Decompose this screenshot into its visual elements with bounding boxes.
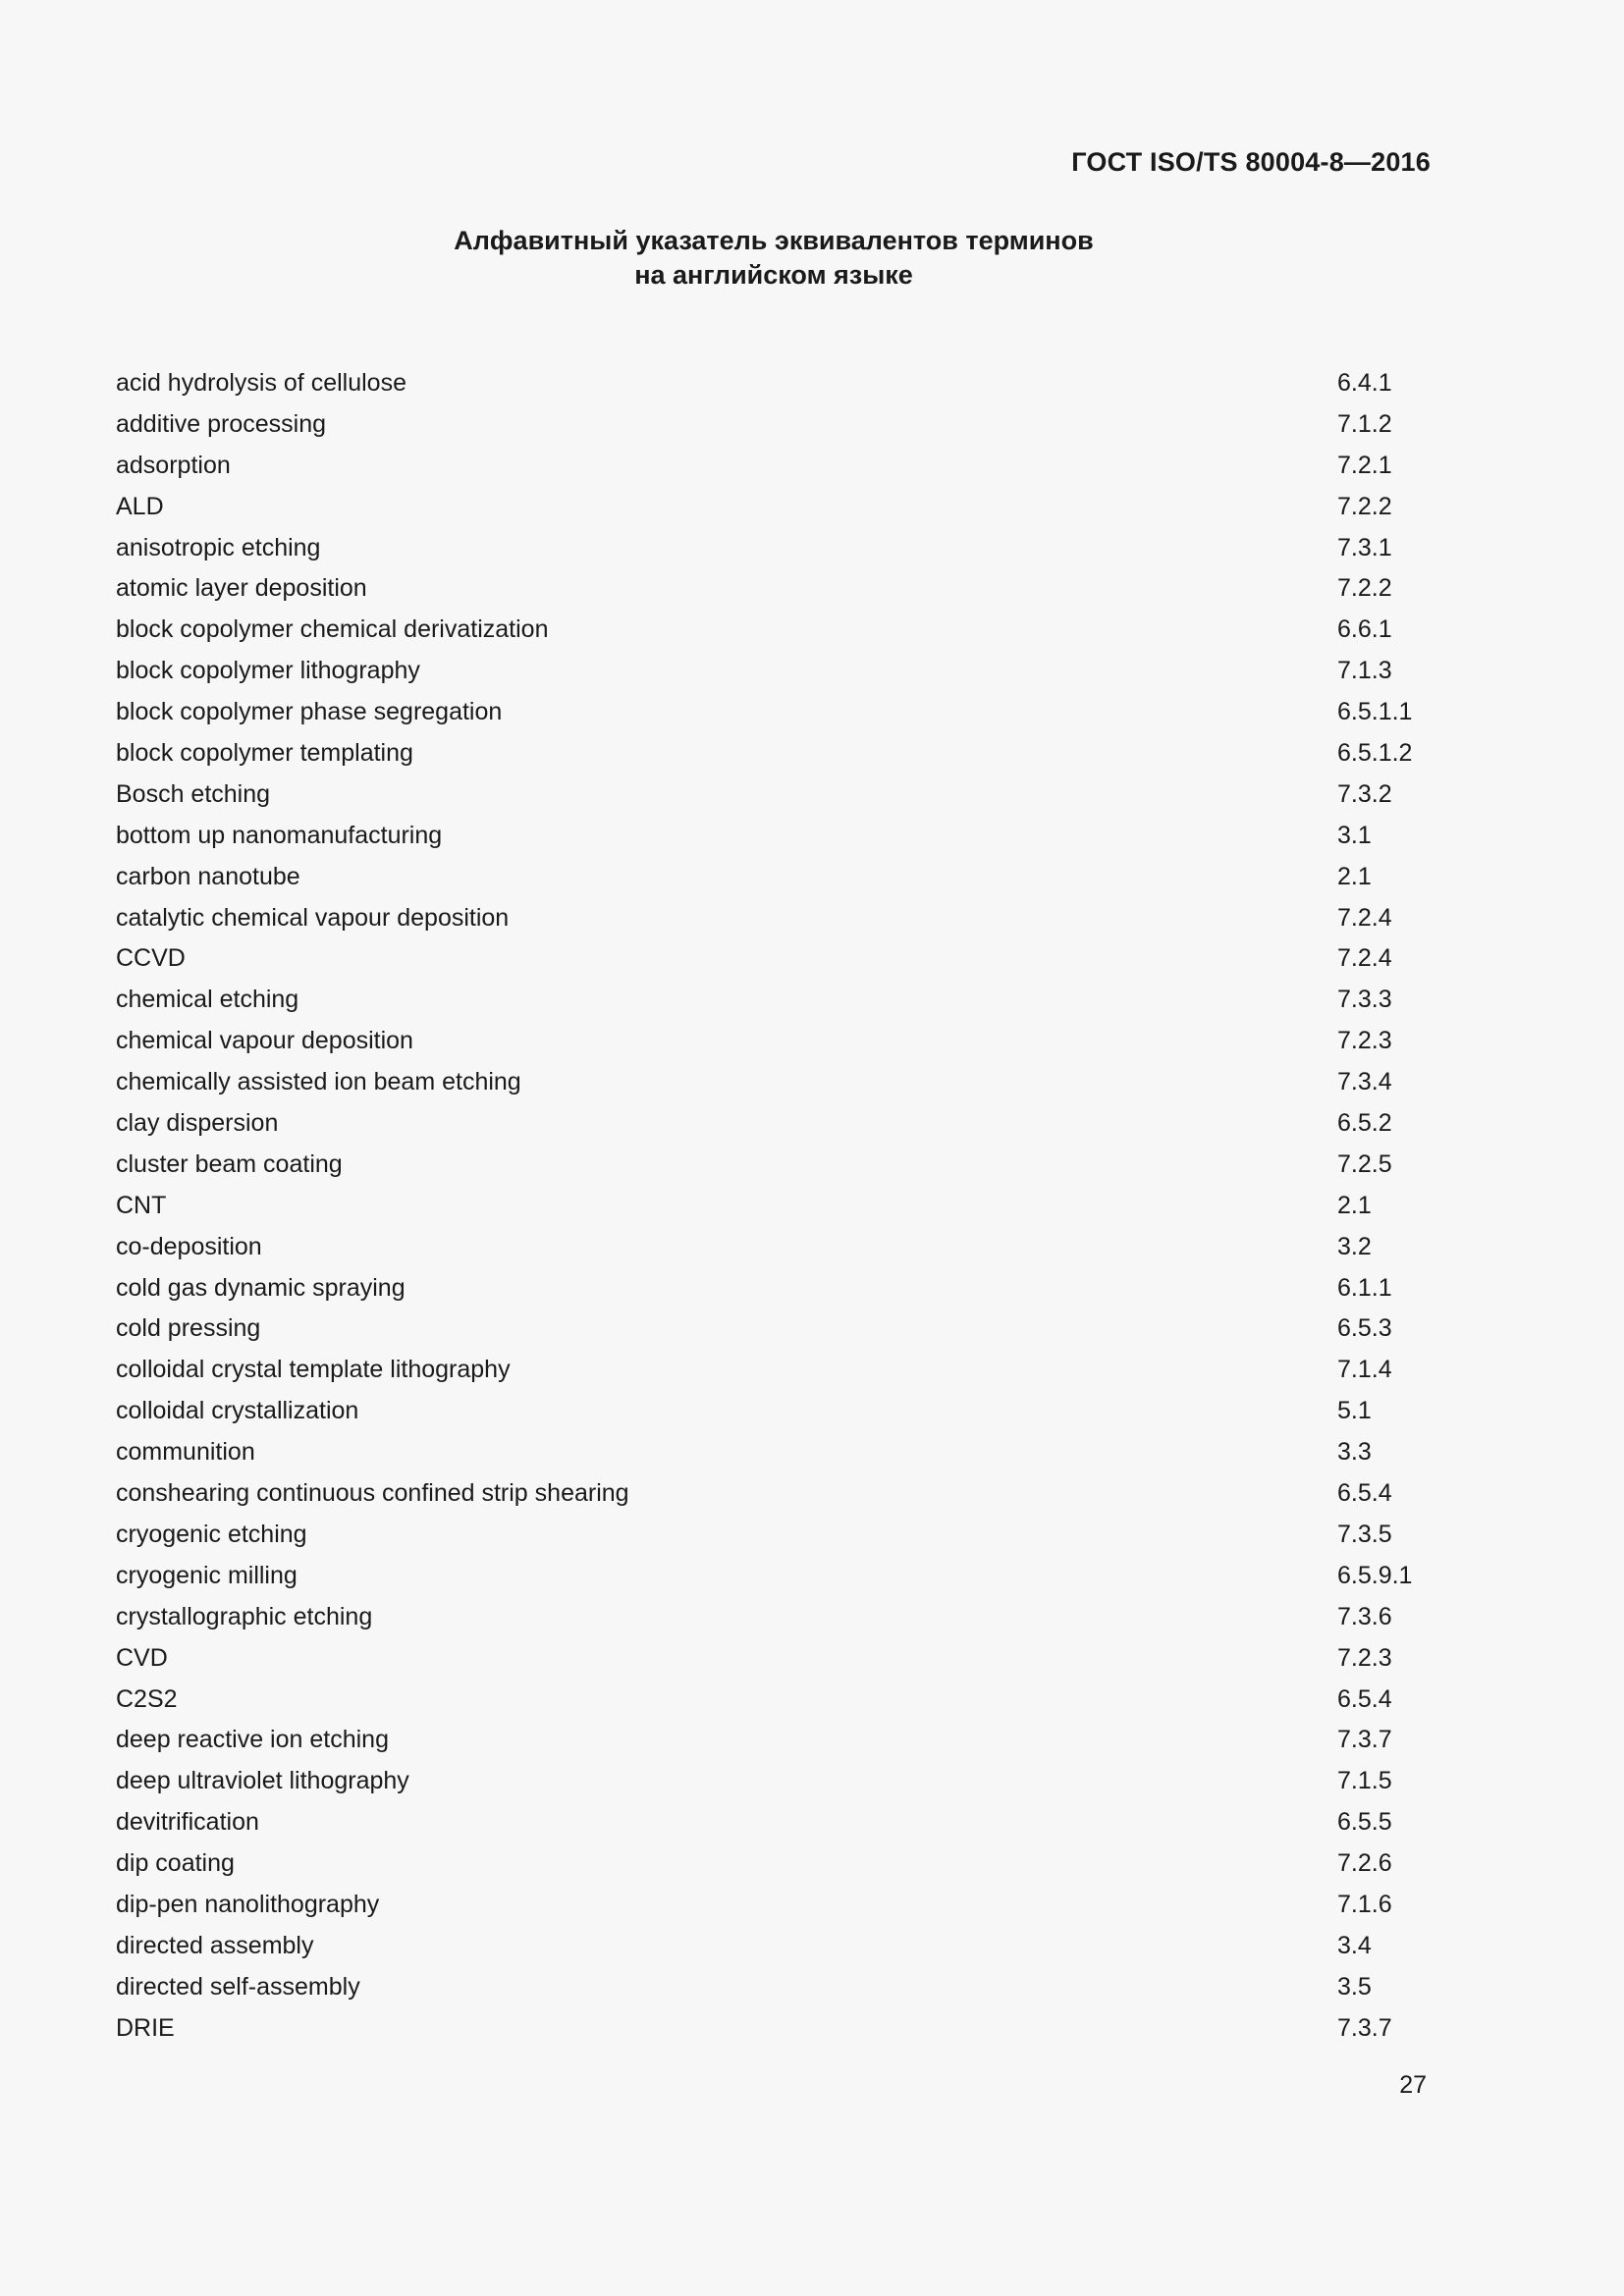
index-term: devitrification <box>116 1808 259 1837</box>
index-title <box>0 224 1547 293</box>
index-section-ref: 7.3.4 <box>1337 1068 1392 1096</box>
index-section-ref: 3.4 <box>1337 1931 1372 1959</box>
index-section-ref: 7.3.1 <box>1337 533 1392 561</box>
index-section-ref: 6.5.3 <box>1337 1314 1392 1343</box>
index-entry <box>116 1720 1432 1761</box>
index-section-ref: 7.2.1 <box>1337 451 1392 479</box>
index-entry <box>116 1308 1432 1350</box>
index-entry <box>116 980 1432 1021</box>
index-entry <box>116 733 1432 774</box>
index-section-ref: 7.2.2 <box>1337 492 1392 520</box>
index-section-ref: 7.2.5 <box>1337 1149 1392 1178</box>
index-entry <box>116 1680 1432 1721</box>
index-term: atomic layer deposition <box>116 574 367 603</box>
index-term: cryogenic milling <box>116 1561 298 1589</box>
index-term: ALD <box>116 492 164 520</box>
index-section-ref: 7.2.4 <box>1337 944 1392 973</box>
index-entry <box>116 528 1432 569</box>
index-term: catalytic chemical vapour deposition <box>116 903 510 932</box>
index-entry <box>116 1967 1432 2008</box>
index-entry <box>116 1186 1432 1227</box>
index-term: chemically assisted ion beam etching <box>116 1068 521 1096</box>
index-section-ref: 6.6.1 <box>1337 615 1392 644</box>
index-term: cryogenic etching <box>116 1520 307 1548</box>
document-code: ГОСТ ISO/TS 80004-8—2016 <box>1071 147 1431 177</box>
index-section-ref: 7.3.3 <box>1337 986 1392 1014</box>
index-entry <box>116 1227 1432 1268</box>
index-entry <box>116 1638 1432 1680</box>
index-section-ref: 2.1 <box>1337 1191 1372 1219</box>
index-section-ref: 7.3.5 <box>1337 1520 1392 1548</box>
index-section-ref: 7.1.4 <box>1337 1356 1392 1384</box>
index-section-ref: 6.1.1 <box>1337 1273 1392 1302</box>
index-entry <box>116 610 1432 651</box>
index-section-ref: 6.5.4 <box>1337 1684 1392 1713</box>
index-entry <box>116 1885 1432 1926</box>
index-title-line-1: Алфавитный указатель эквивалентов терминов <box>454 226 1094 255</box>
index-term: cluster beam coating <box>116 1149 343 1178</box>
index-term: adsorption <box>116 451 231 479</box>
index-section-ref: 7.1.6 <box>1337 1890 1392 1918</box>
index-entry <box>116 1802 1432 1843</box>
index-term: conshearing continuous confined strip shearing <box>116 1479 629 1508</box>
index-section-ref: 6.5.2 <box>1337 1109 1392 1138</box>
index-term: bottom up nanomanufacturing <box>116 821 443 849</box>
index-term: communition <box>116 1438 255 1467</box>
index-entry <box>116 404 1432 446</box>
index-term: dip coating <box>116 1849 235 1878</box>
index-term: dip-pen nanolithography <box>116 1890 380 1918</box>
index-entry <box>116 1268 1432 1309</box>
index-entry <box>116 1432 1432 1473</box>
index-term: directed assembly <box>116 1931 314 1959</box>
index-term: DRIE <box>116 2013 175 2042</box>
index-entry <box>116 692 1432 733</box>
index-entry <box>116 1761 1432 1802</box>
index-section-ref: 3.3 <box>1337 1438 1372 1467</box>
index-term: acid hydrolysis of cellulose <box>116 369 406 397</box>
index-entry <box>116 568 1432 610</box>
index-term: cold pressing <box>116 1314 261 1343</box>
index-term: block copolymer chemical derivatization <box>116 615 549 644</box>
index-entry <box>116 1103 1432 1145</box>
index-section-ref: 7.2.3 <box>1337 1643 1392 1672</box>
index-term: carbon nanotube <box>116 862 300 890</box>
index-term: directed self-assembly <box>116 1972 360 2001</box>
index-entry <box>116 1391 1432 1432</box>
index-section-ref: 7.3.2 <box>1337 779 1392 808</box>
index-term: crystallographic etching <box>116 1602 373 1630</box>
index-section-ref: 7.1.2 <box>1337 409 1392 438</box>
index-entry <box>116 1473 1432 1515</box>
index-section-ref: 7.2.4 <box>1337 903 1392 932</box>
page-number: 27 <box>1399 2071 1427 2099</box>
index-term: block copolymer templating <box>116 739 413 768</box>
index-section-ref: 6.5.5 <box>1337 1808 1392 1837</box>
index-term: block copolymer phase segregation <box>116 698 503 726</box>
index-term: additive processing <box>116 409 327 438</box>
index-entry <box>116 1926 1432 1967</box>
index-entry <box>116 1145 1432 1186</box>
index-section-ref: 3.2 <box>1337 1232 1372 1260</box>
index-entry <box>116 487 1432 528</box>
index-term: chemical vapour deposition <box>116 1027 413 1055</box>
index-section-ref: 5.1 <box>1337 1397 1372 1425</box>
index-term: clay dispersion <box>116 1109 279 1138</box>
index-entry <box>116 363 1432 404</box>
index-entry <box>116 774 1432 816</box>
index-entry <box>116 1350 1432 1391</box>
index-entry <box>116 2008 1432 2050</box>
index-term: co-deposition <box>116 1232 262 1260</box>
index-term: CNT <box>116 1191 167 1219</box>
index-entry <box>116 1515 1432 1556</box>
index-term: colloidal crystallization <box>116 1397 359 1425</box>
index-entry <box>116 1021 1432 1062</box>
index-section-ref: 3.1 <box>1337 821 1372 849</box>
index-section-ref: 7.3.6 <box>1337 1602 1392 1630</box>
index-term: deep reactive ion etching <box>116 1726 389 1754</box>
index-section-ref: 7.3.7 <box>1337 2013 1392 2042</box>
index-section-ref: 7.2.6 <box>1337 1849 1392 1878</box>
index-entry <box>116 1556 1432 1597</box>
index-entry <box>116 1843 1432 1885</box>
index-term: Bosch etching <box>116 779 271 808</box>
index-section-ref: 6.5.1.1 <box>1337 698 1413 726</box>
term-index-list <box>116 363 1432 2050</box>
index-term: C2S2 <box>116 1684 178 1713</box>
index-entry <box>116 816 1432 857</box>
index-title-line-2: на английском языке <box>634 260 913 290</box>
index-section-ref: 7.3.7 <box>1337 1726 1392 1754</box>
index-section-ref: 6.5.1.2 <box>1337 739 1413 768</box>
index-term: anisotropic etching <box>116 533 321 561</box>
index-term: block copolymer lithography <box>116 657 420 685</box>
index-entry <box>116 938 1432 980</box>
index-term: chemical etching <box>116 986 299 1014</box>
index-term: deep ultraviolet lithography <box>116 1767 409 1795</box>
index-section-ref: 6.5.4 <box>1337 1479 1392 1508</box>
index-entry <box>116 651 1432 692</box>
index-entry <box>116 898 1432 939</box>
index-entry <box>116 1062 1432 1103</box>
index-term: cold gas dynamic spraying <box>116 1273 406 1302</box>
index-entry <box>116 1597 1432 1638</box>
index-term: colloidal crystal template lithography <box>116 1356 511 1384</box>
index-section-ref: 6.4.1 <box>1337 369 1392 397</box>
index-section-ref: 7.2.3 <box>1337 1027 1392 1055</box>
index-section-ref: 2.1 <box>1337 862 1372 890</box>
index-section-ref: 7.1.5 <box>1337 1767 1392 1795</box>
index-section-ref: 6.5.9.1 <box>1337 1561 1413 1589</box>
index-term: CVD <box>116 1643 168 1672</box>
index-entry <box>116 857 1432 898</box>
index-section-ref: 7.1.3 <box>1337 657 1392 685</box>
index-term: CCVD <box>116 944 186 973</box>
index-section-ref: 7.2.2 <box>1337 574 1392 603</box>
index-entry <box>116 446 1432 487</box>
index-section-ref: 3.5 <box>1337 1972 1372 2001</box>
